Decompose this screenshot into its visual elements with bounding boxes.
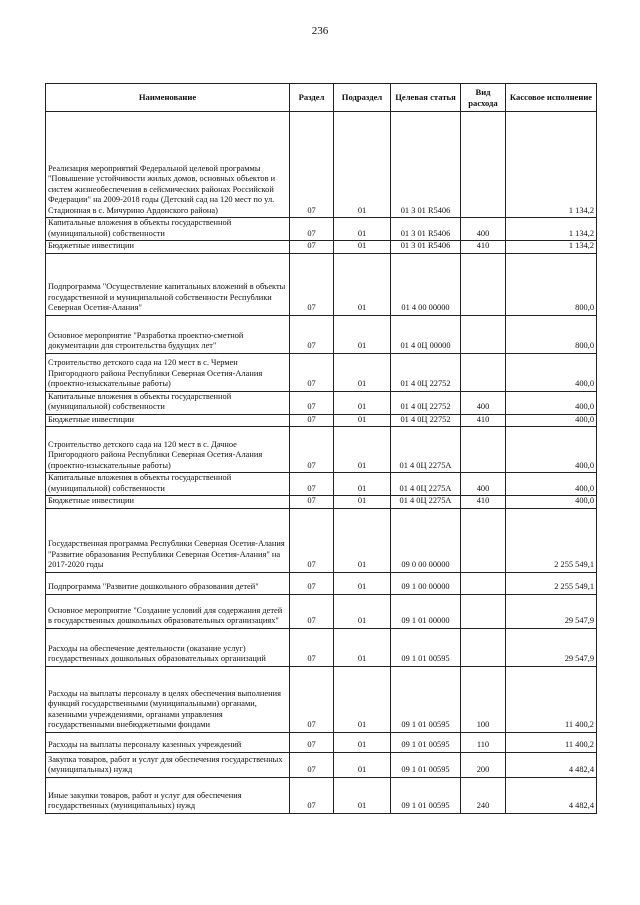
cell-name: Иные закупки товаров, работ и услуг для обеспечения государственных (муниципальных) нужд: [46, 777, 290, 813]
table-row: [46, 253, 597, 315]
cell-section: 07: [290, 594, 334, 628]
cell-expense-type: [461, 112, 506, 218]
cell-execution: 400,0: [506, 414, 597, 427]
cell-subsection: 01: [334, 628, 391, 666]
cell-execution: 4 482,4: [506, 752, 597, 777]
cell-subsection: 01: [334, 253, 391, 315]
table-body: [46, 112, 597, 814]
cell-name: Закупка товаров, работ и услуг для обеспечения государственных (муниципальных) нужд: [46, 752, 290, 777]
cell-section: 07: [290, 496, 334, 509]
cell-name: Бюджетные инвестиции: [46, 496, 290, 509]
cell-section: 07: [290, 218, 334, 241]
cell-execution: 2 255 549,1: [506, 572, 597, 594]
cell-section: 07: [290, 253, 334, 315]
cell-target-article: 01 4 00 00000: [391, 253, 461, 315]
cell-subsection: 01: [334, 594, 391, 628]
cell-subsection: 01: [334, 732, 391, 752]
cell-execution: 1 134,2: [506, 218, 597, 241]
cell-section: 07: [290, 572, 334, 594]
table-row: [46, 112, 597, 218]
cell-execution: 400,0: [506, 353, 597, 391]
cell-name: Расходы на выплаты персоналу в целях обеспечения выполнения функций государственными (муниципальными) органами, казенными учреждениями, органами управления государственными внебюджетными фондами: [46, 666, 290, 732]
cell-name: Капитальные вложения в объекты государственной (муниципальной) собственности: [46, 473, 290, 496]
cell-target-article: 01 4 0Ц 22752: [391, 414, 461, 427]
cell-execution: 29 547,9: [506, 628, 597, 666]
header-expense-type: Вид расхода: [461, 84, 506, 112]
cell-name: Подпрограмма "Осуществление капитальных вложений в объекты государственной и муниципальной собственности Республики Северная Осетия-Алания": [46, 253, 290, 315]
budget-table: [45, 83, 597, 814]
cell-target-article: 01 4 0Ц 2275А: [391, 473, 461, 496]
table-row: [46, 391, 597, 414]
cell-execution: 400,0: [506, 391, 597, 414]
cell-name: Государственная программа Республики Северная Осетия-Алания "Развитие образования Республики Северная Осетия-Алания" на 2017-2020 годы: [46, 508, 290, 572]
cell-target-article: 01 4 0Ц 00000: [391, 315, 461, 353]
header-subsection: Подраздел: [334, 84, 391, 112]
cell-expense-type: 240: [461, 777, 506, 813]
cell-subsection: 01: [334, 666, 391, 732]
cell-name: Основное мероприятие "Разработка проектно-сметной документации для строительства будущих лет": [46, 315, 290, 353]
cell-section: 07: [290, 241, 334, 254]
header-section: Раздел: [290, 84, 334, 112]
cell-expense-type: 200: [461, 752, 506, 777]
cell-subsection: 01: [334, 572, 391, 594]
cell-name: Капитальные вложения в объекты государственной (муниципальной) собственности: [46, 391, 290, 414]
cell-subsection: 01: [334, 353, 391, 391]
cell-target-article: 01 3 01 R5406: [391, 241, 461, 254]
table-row: [46, 353, 597, 391]
cell-expense-type: [461, 315, 506, 353]
cell-section: 07: [290, 752, 334, 777]
cell-execution: 400,0: [506, 496, 597, 509]
cell-section: 07: [290, 666, 334, 732]
cell-execution: 400,0: [506, 427, 597, 473]
cell-target-article: 01 4 0Ц 22752: [391, 391, 461, 414]
cell-target-article: 09 1 01 00595: [391, 628, 461, 666]
cell-expense-type: 400: [461, 473, 506, 496]
cell-execution: 2 255 549,1: [506, 508, 597, 572]
table-row: [46, 315, 597, 353]
cell-section: 07: [290, 473, 334, 496]
header-name: Наименование: [46, 84, 290, 112]
cell-subsection: 01: [334, 315, 391, 353]
cell-execution: 29 547,9: [506, 594, 597, 628]
cell-expense-type: [461, 508, 506, 572]
cell-subsection: 01: [334, 427, 391, 473]
cell-execution: 400,0: [506, 473, 597, 496]
cell-execution: 11 400,2: [506, 732, 597, 752]
page-number: 236: [311, 25, 329, 37]
cell-target-article: 09 1 01 00595: [391, 752, 461, 777]
cell-target-article: 09 1 01 00595: [391, 777, 461, 813]
cell-section: 07: [290, 628, 334, 666]
cell-target-article: 09 0 00 00000: [391, 508, 461, 572]
cell-name: Основное мероприятие "Создание условий для содержания детей в государственных дошкольных образовательных организациях": [46, 594, 290, 628]
cell-subsection: 01: [334, 112, 391, 218]
cell-target-article: 01 4 0Ц 2275А: [391, 496, 461, 509]
cell-section: 07: [290, 391, 334, 414]
cell-section: 07: [290, 732, 334, 752]
cell-subsection: 01: [334, 508, 391, 572]
cell-subsection: 01: [334, 241, 391, 254]
table-row: [46, 241, 597, 254]
table-header-row: [46, 84, 597, 112]
table-row: [46, 628, 597, 666]
cell-execution: 800,0: [506, 315, 597, 353]
cell-expense-type: 100: [461, 666, 506, 732]
cell-expense-type: 400: [461, 391, 506, 414]
cell-target-article: 01 4 0Ц 22752: [391, 353, 461, 391]
cell-expense-type: [461, 353, 506, 391]
cell-target-article: 01 3 01 R5406: [391, 218, 461, 241]
table-row: [46, 218, 597, 241]
cell-target-article: 01 4 0Ц 2275А: [391, 427, 461, 473]
cell-expense-type: [461, 253, 506, 315]
cell-execution: 1 134,2: [506, 241, 597, 254]
cell-subsection: 01: [334, 473, 391, 496]
cell-name: Расходы на выплаты персоналу казенных учреждений: [46, 732, 290, 752]
cell-target-article: 09 1 00 00000: [391, 572, 461, 594]
table-row: [46, 508, 597, 572]
cell-name: Расходы на обеспечение деятельности (оказание услуг) государственных дошкольных образовательных организаций: [46, 628, 290, 666]
cell-expense-type: [461, 594, 506, 628]
cell-subsection: 01: [334, 777, 391, 813]
cell-subsection: 01: [334, 414, 391, 427]
table-row: [46, 732, 597, 752]
cell-name: Подпрограмма "Развитие дошкольного образования детей": [46, 572, 290, 594]
table-row: [46, 427, 597, 473]
cell-name: Строительство детского сада на 120 мест в с. Дачное Пригородного района Республики Северная Осетия-Алания (проектно-изыскательные работы): [46, 427, 290, 473]
table-row: [46, 777, 597, 813]
table-row: [46, 473, 597, 496]
cell-section: 07: [290, 777, 334, 813]
cell-expense-type: 410: [461, 414, 506, 427]
cell-section: 07: [290, 315, 334, 353]
cell-expense-type: 400: [461, 218, 506, 241]
table-row: [46, 752, 597, 777]
cell-execution: 1 134,2: [506, 112, 597, 218]
cell-target-article: 09 1 01 00000: [391, 594, 461, 628]
cell-section: 07: [290, 112, 334, 218]
table-row: [46, 594, 597, 628]
cell-expense-type: [461, 427, 506, 473]
table-row: [46, 572, 597, 594]
cell-subsection: 01: [334, 496, 391, 509]
cell-section: 07: [290, 427, 334, 473]
table-row: [46, 666, 597, 732]
cell-execution: 11 400,2: [506, 666, 597, 732]
cell-expense-type: 110: [461, 732, 506, 752]
header-execution: Кассовое исполнение: [506, 84, 597, 112]
cell-section: 07: [290, 414, 334, 427]
cell-execution: 4 482,4: [506, 777, 597, 813]
table-row: [46, 496, 597, 509]
cell-target-article: 09 1 01 00595: [391, 732, 461, 752]
cell-name: Реализация мероприятий Федеральной целевой программы "Повышение устойчивости жилых домов, основных объектов и систем жизнеобеспечения в сейсмических районах Российской Федерации" на 2009-2018 годы (Детский сад на 120 мест по ул. Стадионная в с. Мичурино Ардонского района): [46, 112, 290, 218]
cell-name: Бюджетные инвестиции: [46, 241, 290, 254]
cell-execution: 800,0: [506, 253, 597, 315]
cell-name: Капитальные вложения в объекты государственной (муниципальной) собственности: [46, 218, 290, 241]
cell-name: Бюджетные инвестиции: [46, 414, 290, 427]
cell-target-article: 01 3 01 R5406: [391, 112, 461, 218]
cell-expense-type: 410: [461, 241, 506, 254]
header-target-article: Целевая статья: [391, 84, 461, 112]
cell-section: 07: [290, 353, 334, 391]
cell-name: Строительство детского сада на 120 мест в с. Чермен Пригородного района Республики Северная Осетия-Алания (проектно-изыскательные работы): [46, 353, 290, 391]
cell-target-article: 09 1 01 00595: [391, 666, 461, 732]
cell-section: 07: [290, 508, 334, 572]
cell-expense-type: 410: [461, 496, 506, 509]
cell-expense-type: [461, 628, 506, 666]
cell-subsection: 01: [334, 218, 391, 241]
table-row: [46, 414, 597, 427]
cell-subsection: 01: [334, 752, 391, 777]
cell-subsection: 01: [334, 391, 391, 414]
cell-expense-type: [461, 572, 506, 594]
